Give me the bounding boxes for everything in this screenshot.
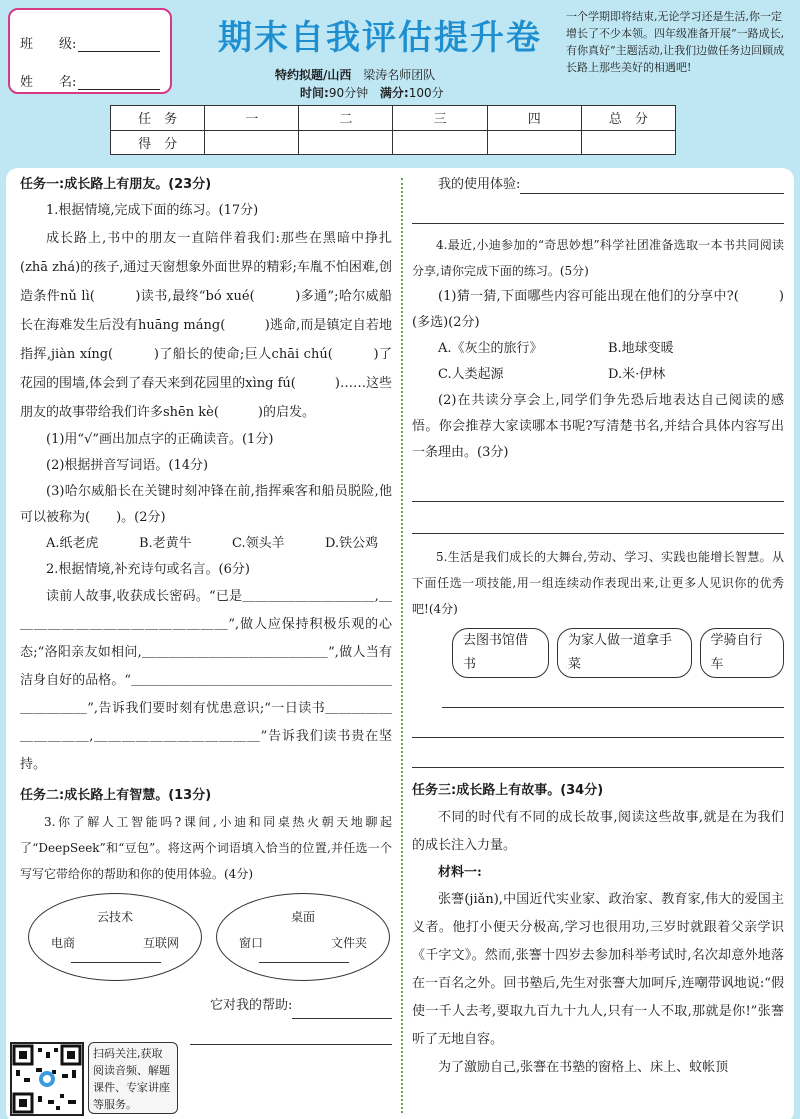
name-field[interactable] (78, 76, 160, 90)
score-cell-3[interactable] (393, 130, 487, 155)
task3-title: 任务三:成长路上有故事。(34分) (412, 783, 604, 798)
score-cell-1[interactable] (205, 130, 299, 155)
sub-question-2: (2)根据拼音写词语。(14分) (46, 458, 209, 473)
score-table-cell: 得 分 (111, 130, 205, 155)
passage: 成长路上,书中的朋友一直陪伴着我们:那些在黑暗中挣扎(zhā zhá)的孩子,通过天窗想象外面世界的精彩;车胤不怕困难,创造条件nǔ lì( )读书,最终“bó xué( )多通”;哈尔威船长在海难发生后没有huāng máng( )逃命,而是镇定自若地指挥,jiàn xíng( )了船长的使命;巨人chāi chú( )了花园的围墙,体会到了春天来到花园里的xìng fú( )……这些朋友的故事带给我们许多shēn kè( )的启发。 (20, 231, 392, 420)
q4-sub-1: (1)猜一猜,下面哪些内容可能出现在他们的分享中?( )(多选)(2分) (412, 289, 784, 330)
question-2: 2.根据情境,补充诗句或名言。(6分) (46, 562, 250, 577)
answer-line[interactable] (412, 508, 784, 534)
q4-sub-2: (2)在共读分享会上,同学们争先恐后地表达自己阅读的感悟。你会推荐大家读哪本书呢?写清楚书名,并结合具体内容写出一条理由。(3分) (412, 393, 784, 460)
experience-blank[interactable] (520, 172, 784, 194)
score-table-cell: 四 (487, 106, 581, 131)
task3-intro: 不同的时代有不同的成长故事,阅读这些故事,就是在为我们的成长注入力量。 (412, 810, 784, 853)
author-team: 梁涛名师团队 (363, 68, 436, 82)
qr-code[interactable] (10, 1042, 84, 1116)
score-table (110, 105, 676, 155)
score-table-cell: 总 分 (581, 106, 675, 131)
material-paragraph-1: 张謇(jiǎn),中国近代实业家、政治家、教育家,伟大的爱国主义者。他打小便天分极高,学习也很用功,三岁时就跟着父亲学识《千字文》。然而,张謇十四岁去参加科举考试时,名次却意外地落在一百名之外。回书塾后,先生对张謇大加呵斥,连嘲带讽地说:“假使一千人去考,要取九百九十九人,只有一人不取,那就是你!”张謇听了无地自容。 (412, 892, 784, 1047)
score-table-score-row (111, 130, 676, 155)
oval-blank[interactable] (71, 962, 161, 963)
score-value: 100分 (408, 86, 444, 100)
help-blank[interactable] (292, 993, 392, 1019)
experience-label: 我的使用体验: (438, 177, 521, 192)
sub-question-1: (1)用“√”画出加点字的正确读音。(1分) (46, 432, 274, 447)
page-title: 期末自我评估提升卷 (218, 18, 542, 58)
class-row (20, 22, 160, 52)
class-field[interactable] (78, 38, 160, 52)
skill-chip[interactable]: 学骑自行车 (700, 628, 785, 678)
skill-chip[interactable]: 去图书馆借书 (452, 628, 549, 678)
qr-section (4, 1040, 182, 1116)
question-4: 4.最近,小迪参加的“奇思妙想”科学社团准备选取一本书共同阅读分享,请你完成下面的练习。(5分) (412, 238, 784, 278)
left-column (20, 172, 392, 1045)
question-2-text: 读前人故事,收获成长密码。“已是＿＿＿＿＿＿＿＿＿＿,＿＿＿＿＿＿＿＿＿＿＿＿＿＿＿＿”,做人应保持积极乐观的心态;“洛阳亲友如相问,＿＿＿＿＿＿＿＿＿＿＿＿＿＿”,做人当有洁身自好的品格。“＿＿＿＿＿＿＿＿＿＿＿＿＿＿＿＿＿＿＿＿＿＿＿＿＿”,告诉我们要时刻有忧患意识;“一日读书＿＿＿＿＿＿＿＿＿＿,＿＿＿＿＿＿＿＿＿＿＿＿”告诉我们读书贵在坚持。 (20, 589, 392, 772)
oval-word: 窗口 (239, 936, 264, 950)
right-column (412, 172, 784, 1082)
score-cell-2[interactable] (299, 130, 393, 155)
option-item[interactable]: C.领头羊 (232, 536, 285, 551)
task2-title: 任务二:成长路上有智慧。(13分) (20, 788, 212, 803)
sub3-options (20, 531, 392, 557)
option-item[interactable]: A.《灰尘的旅行》 (438, 341, 543, 356)
help-row (210, 993, 392, 1019)
answer-line[interactable] (412, 742, 784, 768)
option-item[interactable]: D.米·伊林 (608, 367, 666, 382)
skill-chips (452, 628, 784, 678)
answer-line[interactable] (442, 682, 784, 708)
student-info-box (8, 8, 172, 94)
option-item[interactable]: A.纸老虎 (46, 536, 99, 551)
task1-title: 任务一:成长路上有朋友。(23分) (20, 177, 212, 192)
material-label: 材料一: (438, 865, 482, 880)
score-table-cell: 任 务 (111, 106, 205, 131)
experience-line[interactable] (412, 198, 784, 224)
oval-cloud-tech (28, 893, 202, 981)
material-paragraph-2: 为了激励自己,张謇在书塾的窗格上、床上、蚊帐顶 (438, 1060, 729, 1075)
time-label: 时间: (300, 86, 329, 100)
score-cell-total[interactable] (581, 130, 675, 155)
time-score-line (300, 84, 444, 101)
option-item[interactable]: C.人类起源 (438, 367, 504, 382)
oval-word: 文件夹 (330, 936, 367, 950)
answer-line[interactable] (412, 712, 784, 738)
word-ovals (20, 893, 392, 993)
experience-row (412, 172, 784, 198)
option-item[interactable]: B.老黄牛 (139, 536, 192, 551)
help-label: 它对我的帮助: (210, 998, 293, 1013)
name-row (20, 60, 160, 90)
q4-options-row-2 (412, 362, 784, 388)
score-table-cell: 三 (393, 106, 487, 131)
author-line (275, 66, 435, 83)
class-label: 班 级: (20, 37, 77, 52)
author-label: 特约拟题/山西 (275, 68, 352, 82)
column-divider (401, 178, 403, 1113)
question-1: 1.根据情境,完成下面的练习。(17分) (46, 203, 259, 218)
time-value: 90分钟 (328, 86, 369, 100)
oval-word: 电商 (51, 936, 76, 950)
skill-chip[interactable]: 为家人做一道拿手菜 (557, 628, 692, 678)
question-5: 5.生活是我们成长的大舞台,劳动、学习、实践也能增长智慧。从下面任选一项技能,用一组连续动作表现出来,让更多人见识你的优秀吧!(4分) (412, 550, 784, 616)
oval-title: 桌面 (290, 910, 315, 924)
oval-desktop (216, 893, 390, 981)
oval-title: 云技术 (96, 910, 133, 924)
sub-question-3: (3)哈尔威船长在关键时刻冲锋在前,指挥乘客和船员脱险,他可以被称为( )。(2分) (20, 484, 392, 525)
option-item[interactable]: B.地球变暖 (608, 341, 674, 356)
qr-caption: 扫码关注,获取阅读音频、解题课件、专家讲座等服务。 (88, 1042, 178, 1114)
name-label: 姓 名: (20, 75, 77, 90)
score-table-cell: 二 (299, 106, 393, 131)
oval-word: 互联网 (142, 936, 179, 950)
option-item[interactable]: D.铁公鸡 (325, 536, 379, 551)
score-label: 满分: (379, 86, 409, 100)
q4-options-row-1 (412, 336, 784, 362)
intro-text: 一个学期即将结束,无论学习还是生活,你一定增长了不少本领。四年级准备开展“一路成长,有你真好”主题活动,让我们边做任务边回顾成长路上那些美好的相遇吧! (566, 10, 785, 74)
question-3: 3.你了解人工智能吗?课间,小迪和同桌热火朝天地聊起了“DeepSeek”和“豆包”。将这两个词语填入恰当的位置,并任选一个写写它带给你的帮助和你的使用体验。(4分) (20, 815, 392, 881)
help-line[interactable] (190, 1019, 392, 1045)
oval-blank[interactable] (259, 962, 349, 963)
answer-line[interactable] (412, 476, 784, 502)
score-table-cell: 一 (205, 106, 299, 131)
score-cell-4[interactable] (487, 130, 581, 155)
qr-code-graphic (12, 1044, 82, 1114)
score-table-header-row (111, 106, 676, 131)
